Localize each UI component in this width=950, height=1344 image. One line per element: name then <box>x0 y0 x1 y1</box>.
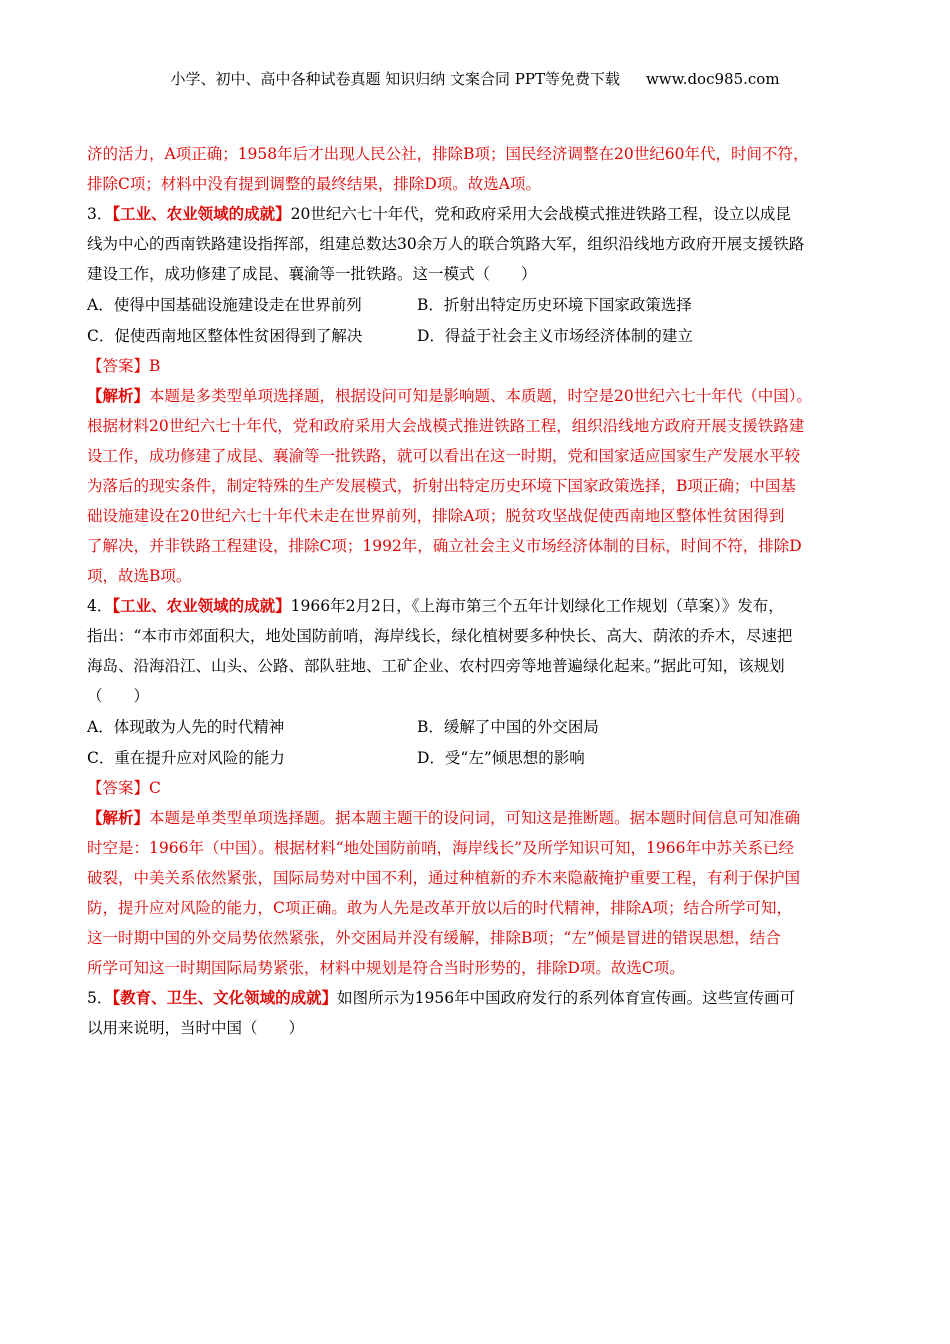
q3-explanation-tag: 【解析】 <box>87 386 150 405</box>
q5-number: 5． <box>87 989 113 1007</box>
q5-stem-line: 以用来说明，当时中国（ ） <box>87 1019 305 1037</box>
q3-explanation-line: 为落后的现实条件，制定特殊的生产发展模式，折射出特定历史环境下国家政策选择，B项正确；中国基 <box>87 477 796 495</box>
q4-stem-line <box>87 591 867 621</box>
q4-explanation-line: 防，提升应对风险的能力，C项正确。敢为人先是改革开放以后的时代精神，排除A项；结合所学可知， <box>87 899 793 917</box>
q3-option-c: C．促使西南地区整体性贫困得到了解决 <box>87 326 363 345</box>
q3-option-b: B．折射出特定历史环境下国家政策选择 <box>417 295 692 314</box>
q3-stem-line: 建设工作，成功修建了成昆、襄渝等一批铁路。这一模式（ ） <box>87 265 537 283</box>
q4-explanation-text: 本题是单类型单项选择题。据本题主题干的设问词，可知这是推断题。据本题时间信息可知准确 <box>149 809 801 827</box>
q3-explanation-line <box>87 381 867 411</box>
q4-option-b: B．缓解了中国的外交困局 <box>417 717 599 736</box>
q3-explanation-line: 设工作，成功修建了成昆、襄渝等一批铁路，就可以看出在这一时期，党和国家适应国家生产发展水平较 <box>87 447 801 465</box>
page-content <box>87 139 867 1043</box>
q4-topic-tag: 【工业、农业领域的成就】 <box>112 596 291 615</box>
q4-explanation-line: 所学可知这一时期国际局势紧张，材料中规划是符合当时形势的，排除D项。故选C项。 <box>87 959 685 977</box>
q4-options-row <box>87 742 867 773</box>
q3-topic-tag: 【工业、农业领域的成就】 <box>112 204 291 223</box>
q5-stem-line <box>87 983 867 1013</box>
q5-stem-text: 如图所示为1956年中国政府发行的系列体育宣传画。这些宣传画可 <box>337 989 796 1007</box>
q3-stem-line: 线为中心的西南铁路建设指挥部，组建总数达30余万人的联合筑路大军，组织沿线地方政府开展支援铁路 <box>87 235 805 253</box>
q3-explanation-line: 础设施建设在20世纪六七十年代未走在世界前列，排除A项；脱贫攻坚战促使西南地区整体性贫困得到 <box>87 507 785 525</box>
page-header <box>0 68 950 90</box>
q4-answer: 【答案】C <box>87 779 161 797</box>
q3-options-row <box>87 289 867 320</box>
q4-stem-text: 1966年2月2日，《上海市第三个五年计划绿化工作规划（草案）》发布， <box>290 597 784 615</box>
q3-stem-line <box>87 199 867 229</box>
q4-number: 4． <box>87 597 113 615</box>
header-url[interactable]: www.doc985.com <box>645 70 780 88</box>
q5-topic-tag: 【教育、卫生、文化领域的成就】 <box>112 988 338 1007</box>
q3-explanation-text: 本题是多类型单项选择题，根据设问可知是影响题、本质题，时空是20世纪六七十年代（中国）。 <box>149 387 812 405</box>
q4-option-d: D．受“左”倾思想的影响 <box>417 748 585 767</box>
q3-number: 3． <box>87 205 113 223</box>
q3-option-d: D．得益于社会主义市场经济体制的建立 <box>417 326 693 345</box>
prev-explanation-line: 排除C项；材料中没有提到调整的最终结果，排除D项。故选A项。 <box>87 175 541 193</box>
q3-explanation-line: 根据材料20世纪六七十年代，党和政府采用大会战模式推进铁路工程，组织沿线地方政府开展支援铁路建 <box>87 417 805 435</box>
q4-option-c: C．重在提升应对风险的能力 <box>87 748 285 767</box>
q4-explanation-tag: 【解析】 <box>87 808 150 827</box>
q3-explanation-line: 项，故选B项。 <box>87 567 192 585</box>
q4-explanation-line <box>87 803 867 833</box>
q4-option-a: A．体现敢为人先的时代精神 <box>87 717 285 736</box>
q4-stem-line: （ ） <box>87 687 150 705</box>
q4-stem-line: 指出：“本市市郊面积大，地处国防前哨，海岸线长，绿化植树要多种快长、高大、荫浓的乔木，尽速把 <box>87 627 793 645</box>
q3-answer: 【答案】B <box>87 357 161 375</box>
q3-option-a: A．使得中国基础设施建设走在世界前列 <box>87 295 362 314</box>
q3-explanation-line: 了解决，并非铁路工程建设，排除C项；1992年，确立社会主义市场经济体制的目标，时间不符，排除D <box>87 537 802 555</box>
q3-stem-text: 20世纪六七十年代，党和政府采用大会战模式推进铁路工程，设立以成昆 <box>290 205 791 223</box>
q4-options-row <box>87 711 867 742</box>
q4-stem-line: 海岛、沿海沿江、山头、公路、部队驻地、工矿企业、农村四旁等地普遍绿化起来。”据此可知，该规划 <box>87 657 785 675</box>
q3-options-row <box>87 320 867 351</box>
q4-explanation-line: 这一时期中国的外交局势依然紧张，外交困局并没有缓解，排除B项；“左”倾是冒进的错误思想，结合 <box>87 929 781 947</box>
prev-explanation-line: 济的活力，A项正确；1958年后才出现人民公社，排除B项；国民经济调整在20世纪60年代，时间不符， <box>87 145 809 163</box>
header-text: 小学、初中、高中各种试卷真题 知识归纳 文案合同 PPT等免费下载 <box>170 70 620 88</box>
q4-explanation-line: 破裂，中美关系依然紧张，国际局势对中国不利，通过种植新的乔木来隐蔽掩护重要工程，有利于保护国 <box>87 869 801 887</box>
q4-explanation-line: 时空是：1966年（中国）。根据材料“地处国防前哨，海岸线长”及所学知识可知，1966年中苏关系已经 <box>87 839 794 857</box>
